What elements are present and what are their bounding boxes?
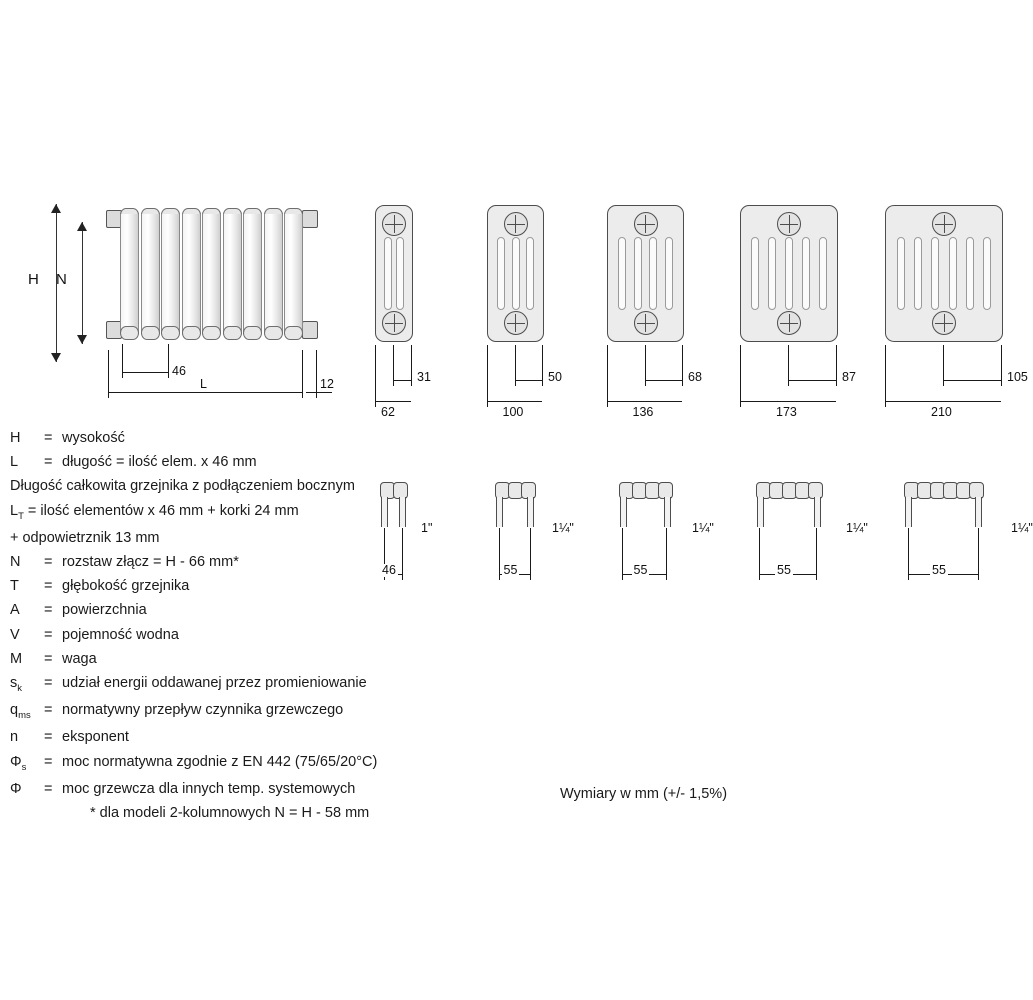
port-boss-top <box>382 212 406 236</box>
port-boss-bottom <box>634 311 658 335</box>
connector-pipe-left <box>905 497 912 527</box>
legend-equals: = <box>44 729 53 746</box>
element-column <box>223 214 242 334</box>
legend-rows-primary <box>10 430 480 471</box>
element-column <box>141 214 160 334</box>
legend-symbol: Φ <box>10 780 22 797</box>
connector-pipe-right <box>814 497 821 527</box>
element-column <box>182 214 201 334</box>
legend-line-vent: + odpowietrznik 13 mm <box>10 529 160 546</box>
legend-equals: = <box>44 578 53 595</box>
legend-row-b9 <box>10 781 480 798</box>
element-bottom-cap <box>141 326 160 340</box>
n-extension-line <box>82 222 83 344</box>
port-boss-top <box>932 212 956 236</box>
legend-symbol: M <box>10 650 23 667</box>
dim-12-ext <box>316 350 317 398</box>
dim-inner-line <box>943 380 1001 381</box>
spacing-dim-label: 55 <box>932 563 946 577</box>
dim-outer-line <box>487 401 542 402</box>
dim-inner-label: 50 <box>548 370 562 384</box>
element-column <box>120 214 139 334</box>
dim-outer-label: 136 <box>632 405 654 419</box>
legend-block <box>10 430 480 829</box>
dim-outer-ext-left <box>375 345 376 407</box>
legend-row-b1 <box>10 578 480 595</box>
dim-L-line <box>108 392 302 393</box>
legend-lt-subscript: T <box>18 510 24 522</box>
h-arrow-top <box>51 204 61 213</box>
element-bottom-cap <box>243 326 262 340</box>
front-view-radiator <box>20 190 350 420</box>
spacing-ext-right <box>530 528 531 580</box>
section-slot <box>634 237 642 310</box>
legend-description: eksponent <box>62 729 129 746</box>
legend-description: rozstaw złącz = H - 66 mm* <box>62 554 239 570</box>
legend-equals: = <box>44 780 53 797</box>
legend-symbol: V <box>10 626 20 643</box>
section-slot <box>983 237 991 310</box>
thread-size-label: 1¼" <box>552 521 574 535</box>
dim-inner-line <box>393 380 411 381</box>
spacing-ext-left <box>622 528 623 580</box>
legend-lt-text: = ilość elementów x 46 mm + korki 24 mm <box>27 502 299 519</box>
dim-inner-ext-edge <box>542 345 543 386</box>
dim-inner-line <box>645 380 683 381</box>
legend-description: moc grzewcza dla innych temp. systemowych <box>62 780 356 797</box>
element-column <box>284 214 303 334</box>
dim-inner-ext-edge <box>411 345 412 386</box>
legend-description: wysokość <box>62 430 125 446</box>
legend-row-b3 <box>10 627 480 644</box>
section-slot <box>897 237 905 310</box>
dim-outer-line <box>607 401 682 402</box>
spacing-dim-label: 55 <box>503 563 518 577</box>
dim-outer-label: 100 <box>502 405 524 419</box>
legend-description: waga <box>62 650 97 667</box>
spacing-dim-label: 55 <box>777 563 791 577</box>
spacing-ext-left <box>499 528 500 580</box>
dim-inner-line <box>788 380 836 381</box>
legend-description: udział energii oddawanej przez promieniowanie <box>62 674 367 691</box>
legend-equals: = <box>44 753 53 770</box>
spacing-ext-left <box>759 528 760 580</box>
legend-equals: = <box>44 674 53 691</box>
h-arrow-bottom <box>51 353 61 362</box>
dim-outer-line <box>375 401 411 402</box>
section-slot <box>751 237 759 310</box>
section-slot <box>966 237 974 310</box>
legend-description: głębokość grzejnika <box>62 578 190 595</box>
element-column <box>264 214 283 334</box>
end-plug-bottom-right <box>302 321 318 339</box>
legend-equals: = <box>44 650 53 667</box>
section-slot <box>802 237 810 310</box>
port-boss-bottom <box>382 311 406 335</box>
legend-footnote: * dla modeli 2-kolumnowych N = H - 58 mm <box>90 805 370 822</box>
section-slot <box>665 237 673 310</box>
dim-46-label: 46 <box>172 364 186 378</box>
dim-46-ext-left <box>122 344 123 378</box>
legend-line-lt <box>10 503 480 523</box>
legend-symbol: $\Phi_s$ <box>10 753 27 773</box>
legend-row-b7 <box>10 729 480 746</box>
element-bottom-cap <box>284 326 303 340</box>
section-slot <box>931 237 939 310</box>
legend-equals: = <box>44 602 53 619</box>
legend-equals: = <box>44 430 53 446</box>
dim-46-ext-right <box>168 344 169 378</box>
dim-outer-ext-left <box>487 345 488 407</box>
label-N: N <box>56 271 67 288</box>
dim-outer-ext-left <box>607 345 608 407</box>
legend-description: powierzchnia <box>62 602 147 619</box>
dim-outer-ext-left <box>740 345 741 407</box>
section-slot <box>914 237 922 310</box>
port-boss-top <box>777 212 801 236</box>
dim-L-ext-left <box>108 350 109 398</box>
dim-inner-label: 68 <box>688 370 702 384</box>
thread-size-label: 1" <box>421 521 433 535</box>
element-bottom-cap <box>264 326 283 340</box>
legend-row-b2 <box>10 602 480 619</box>
dim-outer-label: 210 <box>931 405 952 419</box>
legend-row-b6 <box>10 702 480 722</box>
port-boss-top <box>504 212 528 236</box>
spacing-ext-right <box>978 528 979 580</box>
connector-pipe-left <box>620 497 627 527</box>
element-column <box>202 214 221 334</box>
section-slot <box>819 237 827 310</box>
section-slot <box>497 237 505 310</box>
dim-L-label: L <box>200 377 207 391</box>
n-arrow-top <box>77 222 87 231</box>
legend-row-a0 <box>10 430 480 447</box>
section-slot <box>396 237 404 310</box>
legend-line-total-length: Długość całkowita grzejnika z podłączeniem bocznym <box>10 478 355 495</box>
dim-inner-line <box>515 380 543 381</box>
legend-symbol: H <box>10 430 21 446</box>
legend-symbol: L <box>10 454 19 471</box>
legend-equals: = <box>44 554 53 570</box>
end-plug-top-right <box>302 210 318 228</box>
connector-pipe-right <box>664 497 671 527</box>
dim-46-line <box>122 372 168 373</box>
dim-outer-label: 62 <box>381 405 395 419</box>
section-slot <box>768 237 776 310</box>
section-slot <box>949 237 957 310</box>
element-bottom-cap <box>120 326 139 340</box>
legend-equals: = <box>44 626 53 643</box>
connector-pipe-left <box>496 497 503 527</box>
dim-inner-label: 31 <box>417 370 431 384</box>
units-note: Wymiary w mm (+/- 1,5%) <box>560 786 728 802</box>
section-slot <box>618 237 626 310</box>
legend-row-b8 <box>10 754 480 774</box>
connector-pipe-right <box>975 497 982 527</box>
legend-symbol: $q_{ms}$ <box>10 702 31 722</box>
thread-size-label: 1¼" <box>1011 521 1033 535</box>
dim-outer-ext-left <box>885 345 886 407</box>
dim-inner-ext-edge <box>836 345 837 386</box>
legend-description: pojemność wodna <box>62 626 179 643</box>
legend-symbol: A <box>10 602 20 619</box>
element-column <box>161 214 180 334</box>
label-H: H <box>28 271 39 288</box>
dim-outer-label: 173 <box>776 405 797 419</box>
section-slot <box>649 237 657 310</box>
legend-symbol: T <box>10 578 19 595</box>
section-slot <box>384 237 392 310</box>
legend-description: normatywny przepływ czynnika grzewczego <box>62 702 344 719</box>
thread-size-label: 1¼" <box>692 521 714 535</box>
legend-rows-secondary <box>10 554 480 798</box>
port-boss-bottom <box>777 311 801 335</box>
element-bottom-cap <box>202 326 221 340</box>
section-slot <box>512 237 520 310</box>
dim-L-ext-right <box>302 350 303 398</box>
legend-description: długość = ilość elem. x 46 mm <box>62 454 257 471</box>
port-boss-bottom <box>504 311 528 335</box>
dim-outer-line <box>885 401 1001 402</box>
element-bottom-cap <box>161 326 180 340</box>
element-column <box>243 214 262 334</box>
port-boss-top <box>634 212 658 236</box>
legend-row-b0 <box>10 554 480 571</box>
spacing-ext-left <box>908 528 909 580</box>
dim-inner-ext-edge <box>1001 345 1002 386</box>
element-bottom-cap <box>182 326 201 340</box>
thread-size-label: 1¼" <box>846 521 868 535</box>
legend-lt-symbol: L <box>10 502 19 519</box>
spacing-ext-right <box>666 528 667 580</box>
legend-description: moc normatywna zgodnie z EN 442 (75/65/20°C) <box>62 753 378 770</box>
dim-inner-label: 105 <box>1007 370 1028 384</box>
dim-inner-label: 87 <box>842 370 856 384</box>
n-arrow-bottom <box>77 335 87 344</box>
spacing-dim-label: 46 <box>382 563 396 577</box>
spacing-dim-label: 55 <box>633 563 648 577</box>
legend-row-a1 <box>10 454 480 471</box>
port-boss-bottom <box>932 311 956 335</box>
legend-row-b4 <box>10 651 480 668</box>
legend-symbol: n <box>10 729 19 746</box>
legend-equals: = <box>44 454 53 471</box>
dim-12-label: 12 <box>320 377 334 391</box>
element-bottom-cap <box>223 326 242 340</box>
dim-outer-line <box>740 401 836 402</box>
connector-pipe-right <box>527 497 534 527</box>
dim-12-line <box>306 392 332 393</box>
dim-inner-ext-edge <box>682 345 683 386</box>
legend-row-b5 <box>10 675 480 695</box>
legend-equals: = <box>44 702 53 719</box>
legend-symbol: $s_k$ <box>10 674 22 694</box>
legend-symbol: N <box>10 554 21 570</box>
spacing-ext-right <box>816 528 817 580</box>
connector-pipe-left <box>757 497 764 527</box>
section-slot <box>785 237 793 310</box>
section-slot <box>526 237 534 310</box>
